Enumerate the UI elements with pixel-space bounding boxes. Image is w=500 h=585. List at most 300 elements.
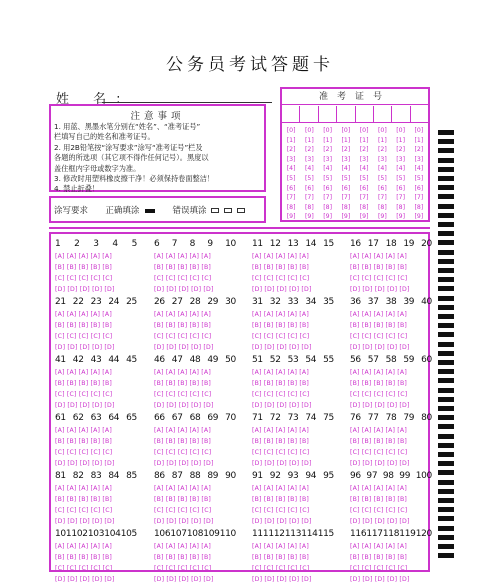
question-number: 4 xyxy=(112,239,118,249)
exam-id-digit-bubble[interactable]: [9] xyxy=(323,213,332,221)
question-number: 56 xyxy=(350,355,361,365)
question-number: 45 xyxy=(126,355,137,365)
exam-id-digit-bubble[interactable]: [6] xyxy=(341,184,351,192)
question-number: 52 xyxy=(269,355,281,365)
option-bubble-row[interactable]: [A] [A] [A] [A] [A] xyxy=(252,311,309,318)
exam-id-cell[interactable] xyxy=(319,106,337,122)
option-bubble-row[interactable]: [B] [B] [B] [B] [B] xyxy=(252,554,310,561)
exam-id-digit-bubble[interactable]: [0] xyxy=(359,127,369,134)
option-bubble-row[interactable]: [B] [B] [B] [B] [B] xyxy=(252,380,310,387)
question-number: 21 xyxy=(55,297,66,307)
exam-id-digit-bubble[interactable]: [9] xyxy=(414,213,424,221)
timing-mark xyxy=(438,222,454,227)
timing-mark xyxy=(438,424,454,429)
exam-id-digit-bubble[interactable]: [6] xyxy=(396,184,405,192)
option-bubble-row[interactable]: [A] [A] [A] [A] [A] xyxy=(55,543,112,550)
exam-id-digit-column xyxy=(282,126,300,222)
timing-mark xyxy=(438,342,454,347)
notes-list xyxy=(54,122,262,195)
option-bubble-row[interactable]: [A] [A] [A] [A] [A] xyxy=(55,311,112,318)
timing-mark xyxy=(438,231,454,236)
option-bubble-row[interactable]: [C] [C] [C] [C] [C] xyxy=(154,507,212,514)
exam-id-digit-bubble[interactable]: [9] xyxy=(396,213,405,221)
exam-id-digit-bubble[interactable]: [5] xyxy=(396,174,405,182)
question-number: 66 xyxy=(154,413,165,423)
option-bubble-row[interactable]: [B] [B] [B] [B] [B] xyxy=(154,496,212,503)
question-number: 23 xyxy=(90,297,102,307)
timing-mark xyxy=(438,470,454,475)
option-bubble-row[interactable]: [A] [A] [A] [A] [A] xyxy=(252,485,309,492)
exam-id-digit-bubble[interactable]: [3] xyxy=(377,155,387,163)
option-bubble-row[interactable]: [D] [D] [D] [D] [D] xyxy=(55,286,115,293)
question-number: 85 xyxy=(126,471,137,481)
exam-id-digit-bubble[interactable]: [4] xyxy=(396,165,405,173)
option-bubble-row[interactable]: [A] [A] [A] [A] [A] xyxy=(154,427,211,434)
timing-mark xyxy=(438,286,454,291)
fill-rules xyxy=(54,204,245,216)
name-label: 姓 名: xyxy=(56,92,131,107)
correct-fill-sample xyxy=(145,209,155,213)
question-number: 74 xyxy=(305,413,317,423)
question-group xyxy=(55,354,137,411)
option-bubble-row[interactable]: [D] [D] [D] [D] [D] xyxy=(154,576,214,583)
option-bubble-row[interactable]: [C] [C] [C] [C] [C] xyxy=(55,449,113,456)
question-number: 27 xyxy=(171,297,183,307)
exam-id-digit-column xyxy=(337,126,355,222)
exam-id-digit-bubble[interactable]: [8] xyxy=(286,203,296,211)
question-number: 8 xyxy=(189,239,195,249)
option-bubble-row[interactable]: [A] [A] [A] [A] [A] xyxy=(350,311,407,318)
question-number: 1 xyxy=(55,239,61,249)
exam-id-digit-bubble[interactable]: [5] xyxy=(286,174,296,182)
exam-id-digit-bubble[interactable]: [1] xyxy=(359,136,369,144)
option-bubble-row[interactable]: [B] [B] [B] [B] [B] xyxy=(350,322,408,329)
question-number: 69 xyxy=(207,413,219,423)
question-number: 71 xyxy=(252,413,263,423)
exam-id-digit-bubble[interactable]: [6] xyxy=(377,184,387,192)
exam-id-digit-bubble[interactable]: [8] xyxy=(377,203,387,211)
question-numbers xyxy=(350,528,432,541)
question-numbers xyxy=(55,296,137,309)
option-bubble-row[interactable]: [B] [B] [B] [B] [B] xyxy=(154,554,212,561)
question-number: 17 xyxy=(367,239,379,249)
question-number: 67 xyxy=(171,413,183,423)
option-bubble-row[interactable]: [D] [D] [D] [D] [D] xyxy=(350,344,410,351)
option-bubble-row[interactable]: [A] [A] [A] [A] [A] xyxy=(55,369,112,376)
question-number: 5 xyxy=(131,239,137,249)
exam-id-digit-bubble[interactable]: [9] xyxy=(359,213,369,221)
question-numbers xyxy=(55,238,137,251)
question-group xyxy=(154,528,236,585)
exam-id-digit-bubble[interactable]: [2] xyxy=(323,146,332,154)
option-bubble-row[interactable]: [D] [D] [D] [D] [D] xyxy=(252,518,312,525)
timing-mark xyxy=(438,443,454,448)
exam-id-digit-bubble[interactable]: [7] xyxy=(286,194,296,202)
exam-id-digit-bubble[interactable]: [7] xyxy=(304,194,314,202)
option-bubble-row[interactable]: [D] [D] [D] [D] [D] xyxy=(55,576,115,583)
option-bubble-row[interactable]: [D] [D] [D] [D] [D] xyxy=(350,518,410,525)
question-number: 25 xyxy=(126,297,137,307)
note-item: 3. 修改时用塑料橡皮擦干净！必须保持卷面整洁！ xyxy=(54,174,215,184)
exam-id-digit-bubble[interactable]: [8] xyxy=(323,203,332,211)
question-group xyxy=(154,354,236,411)
exam-id-digit-bubble[interactable]: [1] xyxy=(304,136,314,144)
exam-id-digit-bubble[interactable]: [3] xyxy=(323,155,332,163)
correct-fill-label: 正确填涂 xyxy=(105,206,140,216)
question-number: 26 xyxy=(154,297,165,307)
exam-id-digit-bubble[interactable]: [8] xyxy=(341,203,351,211)
exam-id-digit-bubble[interactable]: [9] xyxy=(341,213,351,221)
option-bubble-row[interactable]: [C] [C] [C] [C] [C] xyxy=(252,507,310,514)
exam-id-digit-bubble[interactable]: [7] xyxy=(323,194,332,202)
question-number: 102 xyxy=(71,529,88,539)
question-number: 106 xyxy=(154,529,171,539)
exam-id-digit-bubble[interactable]: [3] xyxy=(359,155,369,163)
question-group xyxy=(154,412,236,469)
question-number: 31 xyxy=(252,297,263,307)
option-bubble-row[interactable]: [C] [C] [C] [C] [C] xyxy=(252,333,310,340)
exam-id-digit-bubble[interactable]: [5] xyxy=(341,174,351,182)
option-bubble-row[interactable]: [C] [C] [C] [C] [C] xyxy=(252,275,310,282)
timing-mark xyxy=(438,526,454,531)
option-bubble-row[interactable]: [A] [A] [A] [A] [A] xyxy=(350,427,407,434)
option-bubble-row[interactable]: [D] [D] [D] [D] [D] xyxy=(55,344,115,351)
question-number: 68 xyxy=(189,413,201,423)
question-group xyxy=(350,528,432,585)
option-bubble-row[interactable]: [C] [C] [C] [C] [C] xyxy=(55,565,113,572)
option-bubble-row[interactable]: [D] [D] [D] [D] [D] xyxy=(350,576,410,583)
option-bubble-row[interactable]: [A] [A] [A] [A] [A] xyxy=(252,369,309,376)
option-bubble-row[interactable]: [D] [D] [D] [D] [D] xyxy=(252,286,312,293)
option-bubble-row[interactable]: [C] [C] [C] [C] [C] xyxy=(350,333,408,340)
timing-mark xyxy=(438,498,454,503)
option-bubble-row[interactable]: [A] [A] [A] [A] [A] xyxy=(252,543,309,550)
exam-id-digit-bubble[interactable]: [1] xyxy=(323,136,332,144)
exam-id-digit-bubble[interactable]: [7] xyxy=(396,194,405,202)
question-number: 42 xyxy=(72,355,84,365)
exam-id-digit-bubble[interactable]: [8] xyxy=(359,203,369,211)
question-number: 44 xyxy=(108,355,120,365)
exam-id-digit-bubble[interactable]: [7] xyxy=(359,194,369,202)
option-bubble-row[interactable]: [B] [B] [B] [B] [B] xyxy=(154,380,212,387)
option-bubble-row[interactable]: [A] [A] [A] [A] [A] xyxy=(252,427,309,434)
option-bubble-row[interactable]: [D] [D] [D] [D] [D] xyxy=(350,402,410,409)
option-bubble-row[interactable]: [C] [C] [C] [C] [C] xyxy=(55,507,113,514)
option-bubble-row[interactable]: [D] [D] [D] [D] [D] xyxy=(55,460,115,467)
option-bubble-row[interactable]: [B] [B] [B] [B] [B] xyxy=(55,322,113,329)
option-bubble-row[interactable]: [B] [B] [B] [B] [B] xyxy=(55,438,113,445)
option-bubble-row[interactable]: [C] [C] [C] [C] [C] xyxy=(154,391,212,398)
exam-id-digit-bubble[interactable]: [6] xyxy=(414,184,424,192)
exam-id-digit-column xyxy=(373,126,391,222)
option-bubble-row[interactable]: [C] [C] [C] [C] [C] xyxy=(154,565,212,572)
option-bubble-row[interactable]: [D] [D] [D] [D] [D] xyxy=(55,518,115,525)
timing-mark xyxy=(438,277,454,282)
option-bubble-row[interactable]: [D] [D] [D] [D] [D] xyxy=(55,402,115,409)
timing-mark xyxy=(438,158,454,163)
option-bubble-row[interactable]: [C] [C] [C] [C] [C] xyxy=(350,565,408,572)
option-bubble-row[interactable]: [A] [A] [A] [A] [A] xyxy=(350,543,407,550)
option-bubble-row[interactable]: [C] [C] [C] [C] [C] xyxy=(154,275,212,282)
option-bubble-row[interactable]: [C] [C] [C] [C] [C] xyxy=(154,449,212,456)
question-group xyxy=(154,470,236,527)
exam-id-digit-bubble[interactable]: [8] xyxy=(414,203,424,211)
timing-mark xyxy=(438,452,454,457)
exam-id-digit-bubble[interactable]: [5] xyxy=(414,174,424,182)
option-bubble-row[interactable]: [D] [D] [D] [D] [D] xyxy=(252,402,312,409)
option-bubble-row[interactable]: [D] [D] [D] [D] [D] xyxy=(154,286,214,293)
option-bubble-row[interactable]: [B] [B] [B] [B] [B] xyxy=(350,264,408,271)
option-bubble-row[interactable]: [B] [B] [B] [B] [B] xyxy=(350,438,408,445)
option-bubble-row[interactable]: [A] [A] [A] [A] [A] xyxy=(55,427,112,434)
exam-id-digit-bubble[interactable]: [3] xyxy=(286,155,296,163)
option-bubble-row[interactable]: [C] [C] [C] [C] [C] xyxy=(350,391,408,398)
timing-mark xyxy=(438,332,454,337)
exam-id-digit-bubble[interactable]: [4] xyxy=(323,165,332,173)
exam-id-digit-bubble[interactable]: [4] xyxy=(359,165,369,173)
option-bubble-row[interactable]: [A] [A] [A] [A] [A] xyxy=(350,369,407,376)
option-bubble-row[interactable]: [B] [B] [B] [B] [B] xyxy=(154,438,212,445)
note-item: 1. 用蓝、黑墨水笔分别在“姓名”、“准考证号” xyxy=(54,122,201,131)
question-number: 120 xyxy=(415,529,432,539)
question-numbers xyxy=(350,470,432,483)
exam-id-digit-bubble[interactable]: [6] xyxy=(304,184,314,192)
timing-mark xyxy=(438,415,454,420)
exam-id-digit-bubble[interactable]: [2] xyxy=(304,146,314,154)
option-bubble-row[interactable]: [D] [D] [D] [D] [D] xyxy=(350,460,410,467)
question-number: 100 xyxy=(415,471,432,481)
exam-id-digit-bubble[interactable]: [0] xyxy=(286,127,296,134)
question-number: 107 xyxy=(170,529,187,539)
question-numbers xyxy=(252,412,334,425)
exam-id-digit-bubble[interactable]: [3] xyxy=(341,155,351,163)
option-bubble-row[interactable]: [D] [D] [D] [D] [D] xyxy=(154,518,214,525)
exam-id-cell[interactable] xyxy=(337,106,355,122)
option-bubble-row[interactable]: [B] [B] [B] [B] [B] xyxy=(350,496,408,503)
timing-mark xyxy=(438,406,454,411)
question-numbers xyxy=(252,238,334,251)
option-bubble-row[interactable]: [C] [C] [C] [C] [C] xyxy=(55,275,113,282)
question-number: 36 xyxy=(350,297,361,307)
question-number: 63 xyxy=(90,413,102,423)
option-bubble-row[interactable]: [A] [A] [A] [A] [A] xyxy=(55,253,112,260)
timing-mark xyxy=(438,378,454,383)
exam-id-digit-bubble[interactable]: [8] xyxy=(304,203,314,211)
question-numbers xyxy=(55,528,137,541)
option-bubble-row[interactable]: [D] [D] [D] [D] [D] xyxy=(350,286,410,293)
exam-id-cell[interactable] xyxy=(374,106,392,122)
exam-id-digit-bubble[interactable]: [2] xyxy=(286,146,296,154)
question-number: 57 xyxy=(367,355,379,365)
question-number: 117 xyxy=(366,529,383,539)
question-group xyxy=(252,354,334,411)
option-bubble-row[interactable]: [C] [C] [C] [C] [C] xyxy=(350,449,408,456)
question-number: 37 xyxy=(367,297,379,307)
question-number: 34 xyxy=(305,297,317,307)
option-bubble-row[interactable]: [C] [C] [C] [C] [C] xyxy=(55,391,113,398)
question-number: 103 xyxy=(87,529,105,539)
option-bubble-row[interactable]: [C] [C] [C] [C] [C] xyxy=(252,565,310,572)
option-bubble-row[interactable]: [B] [B] [B] [B] [B] xyxy=(252,264,310,271)
exam-id-digit-bubble[interactable]: [5] xyxy=(323,174,332,182)
question-group xyxy=(252,238,334,295)
question-number: 89 xyxy=(207,471,219,481)
question-number: 119 xyxy=(399,529,416,539)
option-bubble-row[interactable]: [C] [C] [C] [C] [C] xyxy=(350,507,408,514)
option-bubble-row[interactable]: [B] [B] [B] [B] [B] xyxy=(154,264,212,271)
name-field[interactable] xyxy=(102,102,272,103)
exam-id-digit-bubble[interactable]: [2] xyxy=(377,146,387,154)
question-numbers xyxy=(350,412,432,425)
question-number: 70 xyxy=(225,413,236,423)
exam-id-digit-bubble[interactable]: [6] xyxy=(359,184,369,192)
exam-id-digit-bubble[interactable]: [5] xyxy=(377,174,387,182)
timing-mark xyxy=(438,167,454,172)
exam-id-cell[interactable] xyxy=(356,106,374,122)
option-bubble-row[interactable]: [B] [B] [B] [B] [B] xyxy=(252,438,310,445)
option-bubble-row[interactable]: [A] [A] [A] [A] [A] xyxy=(154,253,211,260)
exam-id-digit-bubble[interactable]: [0] xyxy=(341,127,351,134)
option-bubble-row[interactable]: [D] [D] [D] [D] [D] xyxy=(252,576,312,583)
exam-id-digit-bubble[interactable]: [3] xyxy=(396,155,405,163)
exam-id-cell[interactable] xyxy=(300,106,318,122)
question-number: 9 xyxy=(207,239,213,249)
exam-id-digit-bubble[interactable]: [1] xyxy=(377,136,387,144)
option-bubble-row[interactable]: [A] [A] [A] [A] [A] xyxy=(154,369,211,376)
option-bubble-row[interactable]: [D] [D] [D] [D] [D] xyxy=(252,460,312,467)
question-group xyxy=(55,412,137,469)
option-bubble-row[interactable]: [A] [A] [A] [A] [A] xyxy=(350,485,407,492)
question-number: 92 xyxy=(269,471,281,481)
exam-id-digit-bubble[interactable]: [2] xyxy=(414,146,424,154)
question-group xyxy=(55,238,137,295)
exam-id-digit-bubble[interactable]: [2] xyxy=(359,146,369,154)
option-bubble-row[interactable]: [B] [B] [B] [B] [B] xyxy=(350,554,408,561)
exam-id-digit-bubble[interactable]: [9] xyxy=(377,213,387,221)
question-group xyxy=(350,238,432,295)
note-item: 盖住框内字母或数字为准。 xyxy=(54,163,141,173)
exam-id-digit-bubble[interactable]: [0] xyxy=(414,127,424,134)
question-numbers xyxy=(55,412,137,425)
exam-id-digit-bubble[interactable]: [7] xyxy=(341,194,351,202)
exam-id-digit-bubble[interactable]: [4] xyxy=(304,165,314,173)
option-bubble-row[interactable]: [C] [C] [C] [C] [C] xyxy=(252,449,310,456)
exam-id-digit-bubble[interactable]: [0] xyxy=(323,127,332,134)
option-bubble-row[interactable]: [B] [B] [B] [B] [B] xyxy=(252,322,310,329)
exam-id-cell[interactable] xyxy=(282,106,300,122)
option-bubble-row[interactable]: [A] [A] [A] [A] [A] xyxy=(154,485,211,492)
exam-id-digit-bubble[interactable]: [4] xyxy=(286,165,296,173)
question-number: 24 xyxy=(108,297,120,307)
exam-id-digit-bubble[interactable]: [7] xyxy=(414,194,424,202)
exam-id-digit-bubble[interactable]: [1] xyxy=(414,136,424,144)
exam-id-digit-bubble[interactable]: [3] xyxy=(414,155,424,163)
option-bubble-row[interactable]: [C] [C] [C] [C] [C] xyxy=(350,275,408,282)
question-number: 40 xyxy=(421,297,432,307)
option-bubble-row[interactable]: [D] [D] [D] [D] [D] xyxy=(154,344,214,351)
option-bubble-row[interactable]: [D] [D] [D] [D] [D] xyxy=(252,344,312,351)
exam-id-digit-bubble[interactable]: [5] xyxy=(359,174,369,182)
option-bubble-row[interactable]: [A] [A] [A] [A] [A] xyxy=(154,311,211,318)
question-number: 10 xyxy=(225,239,236,249)
note-item: 栏填写自己的姓名和准考证号。 xyxy=(54,132,155,142)
option-bubble-row[interactable]: [D] [D] [D] [D] [D] xyxy=(154,460,214,467)
option-bubble-row[interactable]: [A] [A] [A] [A] [A] xyxy=(252,253,309,260)
question-number: 95 xyxy=(323,471,334,481)
exam-id-digit-bubble[interactable]: [0] xyxy=(377,127,387,134)
exam-id-digit-bubble[interactable]: [2] xyxy=(341,146,351,154)
option-bubble-row[interactable]: [C] [C] [C] [C] [C] xyxy=(55,333,113,340)
question-number: 99 xyxy=(399,471,411,481)
exam-id-digit-bubble[interactable]: [7] xyxy=(377,194,387,202)
question-number: 87 xyxy=(171,471,183,481)
question-number: 55 xyxy=(323,355,334,365)
option-bubble-row[interactable]: [C] [C] [C] [C] [C] xyxy=(154,333,212,340)
exam-id-digit-bubble[interactable]: [6] xyxy=(323,184,332,192)
option-bubble-row[interactable]: [D] [D] [D] [D] [D] xyxy=(154,402,214,409)
exam-id-digit-bubble[interactable]: [4] xyxy=(377,165,387,173)
option-bubble-row[interactable]: [B] [B] [B] [B] [B] xyxy=(55,264,113,271)
option-bubble-row[interactable]: [B] [B] [B] [B] [B] xyxy=(55,380,113,387)
exam-id-digit-bubble[interactable]: [3] xyxy=(304,155,314,163)
option-bubble-row[interactable]: [A] [A] [A] [A] [A] xyxy=(350,253,407,260)
exam-id-digit-bubble[interactable]: [8] xyxy=(396,203,405,211)
question-number: 113 xyxy=(284,529,302,539)
exam-id-digit-bubble[interactable]: [5] xyxy=(304,174,314,182)
question-number: 82 xyxy=(72,471,84,481)
exam-id-cell[interactable] xyxy=(411,106,428,122)
exam-id-digit-bubble[interactable]: [0] xyxy=(396,127,405,134)
option-bubble-row[interactable]: [A] [A] [A] [A] [A] xyxy=(154,543,211,550)
exam-id-write-cells[interactable] xyxy=(282,106,428,122)
option-bubble-row[interactable]: [B] [B] [B] [B] [B] xyxy=(154,322,212,329)
option-bubble-row[interactable]: [B] [B] [B] [B] [B] xyxy=(55,496,113,503)
exam-id-digit-bubble[interactable]: [1] xyxy=(396,136,405,144)
exam-id-digit-bubble[interactable]: [2] xyxy=(396,146,405,154)
exam-id-digit-bubble[interactable]: [4] xyxy=(414,165,424,173)
exam-id-digit-column xyxy=(319,126,337,222)
exam-id-digit-column xyxy=(300,126,318,222)
timing-mark xyxy=(438,213,454,218)
exam-id-digit-bubble[interactable]: [9] xyxy=(304,213,314,221)
exam-id-digit-bubble[interactable]: [9] xyxy=(286,213,296,221)
option-bubble-row[interactable]: [B] [B] [B] [B] [B] xyxy=(55,554,113,561)
option-bubble-row[interactable]: [B] [B] [B] [B] [B] xyxy=(252,496,310,503)
exam-id-digit-bubble[interactable]: [1] xyxy=(341,136,351,144)
question-number: 81 xyxy=(55,471,66,481)
option-bubble-row[interactable]: [C] [C] [C] [C] [C] xyxy=(252,391,310,398)
question-number: 38 xyxy=(385,297,397,307)
question-number: 50 xyxy=(225,355,236,365)
exam-id-cell[interactable] xyxy=(392,106,410,122)
exam-id-digit-bubble[interactable]: [4] xyxy=(341,165,351,173)
note-item: 4. 禁止折叠！ xyxy=(54,184,100,194)
question-number: 22 xyxy=(72,297,84,307)
question-number: 19 xyxy=(403,239,415,249)
notes-title: 注意事项 xyxy=(130,111,185,122)
exam-id-digit-bubble[interactable]: [1] xyxy=(286,136,296,144)
question-numbers xyxy=(154,296,236,309)
question-number: 93 xyxy=(287,471,299,481)
question-number: 76 xyxy=(350,413,361,423)
option-bubble-row[interactable]: [B] [B] [B] [B] [B] xyxy=(350,380,408,387)
question-number: 78 xyxy=(385,413,397,423)
exam-id-digit-bubble[interactable]: [6] xyxy=(286,184,296,192)
exam-id-digit-bubble[interactable]: [0] xyxy=(304,127,314,134)
question-number: 80 xyxy=(421,413,432,423)
question-number: 108 xyxy=(186,529,204,539)
option-bubble-row[interactable]: [A] [A] [A] [A] [A] xyxy=(55,485,112,492)
